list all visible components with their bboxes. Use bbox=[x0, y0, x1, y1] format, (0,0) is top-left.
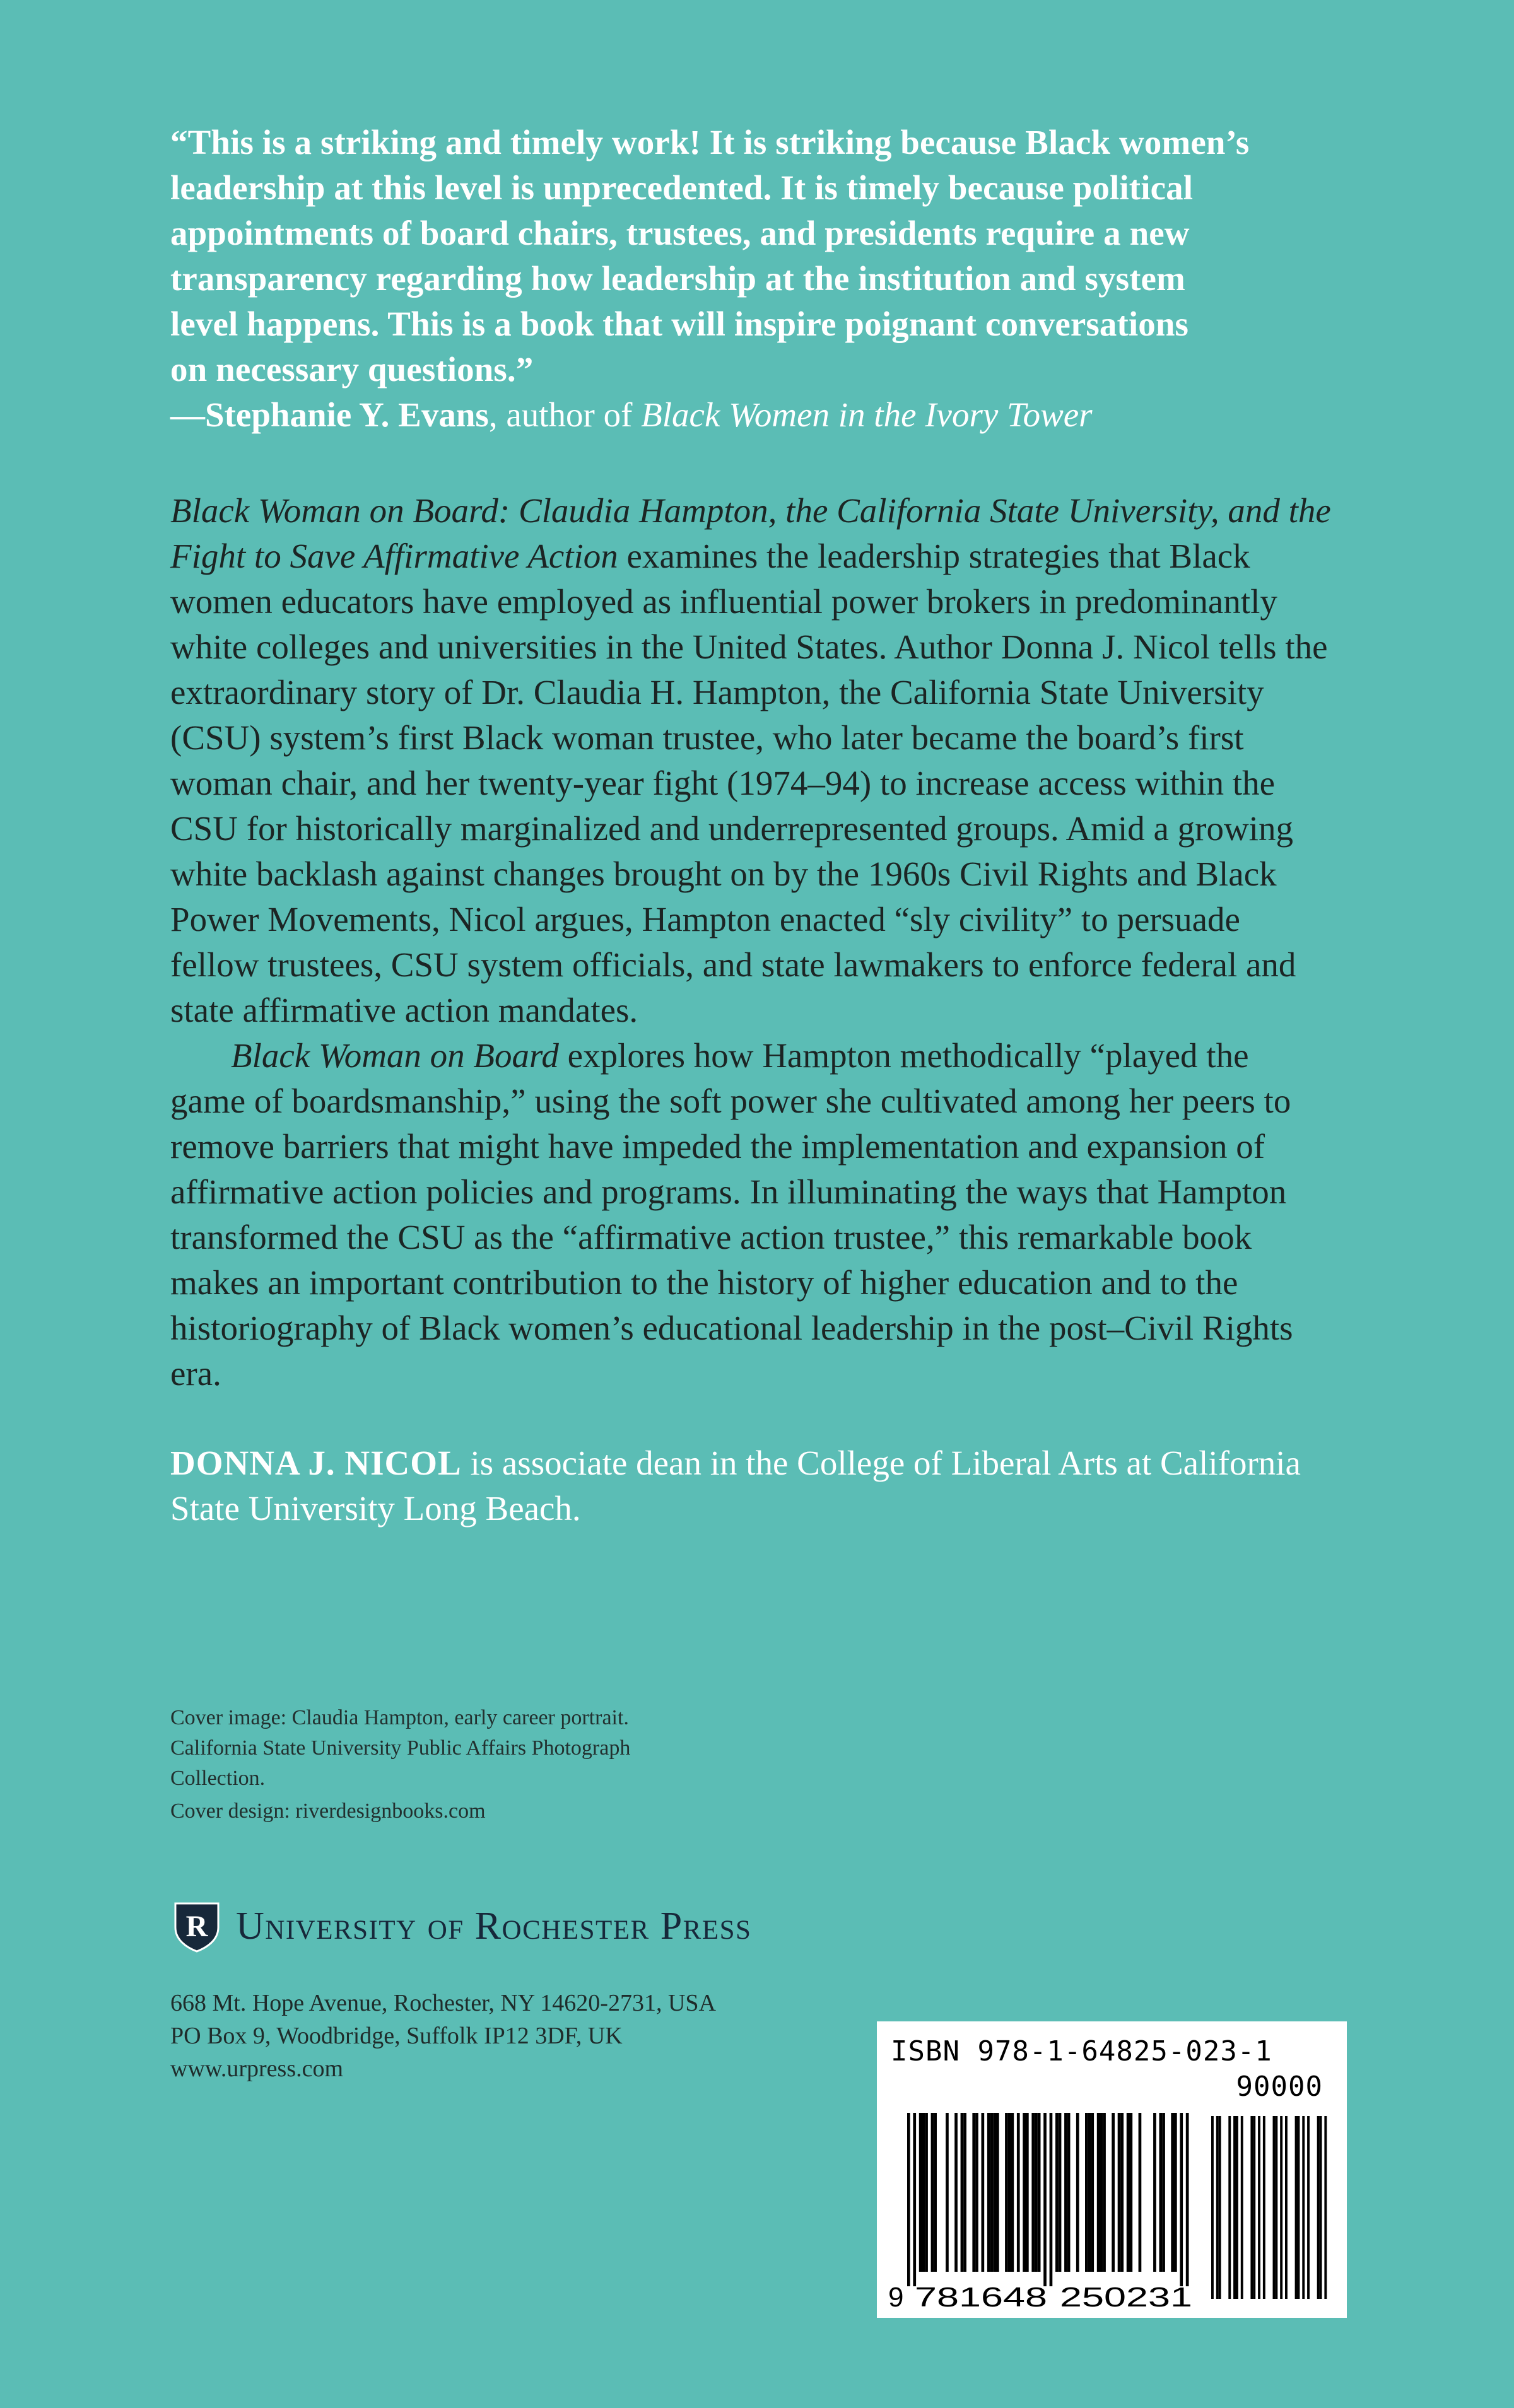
barcode-bar bbox=[1055, 2113, 1059, 2272]
addon-bar bbox=[1320, 2116, 1322, 2299]
barcode-bar bbox=[1118, 2113, 1121, 2272]
blurb-attribution bbox=[170, 392, 1331, 438]
blurb-quote-line: on necessary questions.” bbox=[170, 350, 534, 389]
barcode-bar bbox=[1127, 2113, 1130, 2272]
barcode-bar bbox=[993, 2113, 996, 2272]
barcode-bars bbox=[877, 2021, 1347, 2318]
addon-bar bbox=[1263, 2116, 1265, 2299]
barcode-bar bbox=[1011, 2113, 1014, 2272]
barcode-bar bbox=[1130, 2113, 1133, 2272]
addon-bar bbox=[1258, 2116, 1260, 2299]
addon-bar bbox=[1273, 2116, 1276, 2299]
addon-bar bbox=[1285, 2116, 1288, 2299]
addon-bar bbox=[1307, 2116, 1310, 2299]
cover-image-credit: Cover image: Claudia Hampton, early career portrait. California State University Public Affairs Photograph Collection. bbox=[170, 1706, 631, 1790]
barcode-bar bbox=[1088, 2113, 1091, 2272]
blurb bbox=[170, 120, 1331, 438]
barcode-bar bbox=[1180, 2113, 1183, 2286]
description-paragraph-1 bbox=[170, 488, 1331, 1033]
addon-bar bbox=[1275, 2116, 1277, 2299]
barcode-bar bbox=[946, 2113, 949, 2272]
blurb-quote-line: leadership at this level is unprecedented. It is timely because political bbox=[170, 168, 1194, 207]
barcode-bar bbox=[1064, 2113, 1067, 2272]
addon-bar bbox=[1298, 2116, 1300, 2299]
barcode-bar bbox=[1159, 2113, 1163, 2272]
barcode-bar bbox=[972, 2113, 975, 2272]
barcode-bar bbox=[922, 2113, 925, 2272]
barcode-bar bbox=[990, 2113, 994, 2272]
barcode-bar bbox=[1100, 2113, 1103, 2272]
author-bio-text: is associate dean in the College of Liberal Arts at California State University Long Beach. bbox=[170, 1444, 1301, 1528]
addon-bar bbox=[1250, 2116, 1253, 2299]
barcode-bar bbox=[1162, 2113, 1165, 2272]
attribution-name: —Stephanie Y. Evans bbox=[170, 395, 489, 434]
barcode-bar bbox=[954, 2113, 958, 2272]
addon-bar bbox=[1295, 2116, 1298, 2299]
barcode-bar bbox=[1017, 2113, 1020, 2272]
barcode-bar bbox=[1008, 2113, 1011, 2272]
price-code: 90000 bbox=[1236, 2071, 1323, 2103]
addon-bar bbox=[1219, 2116, 1221, 2299]
description-paragraph-2 bbox=[170, 1033, 1331, 1396]
publisher-addresses bbox=[170, 1987, 716, 2085]
barcode-bar bbox=[1043, 2113, 1047, 2286]
addon-bar bbox=[1236, 2116, 1238, 2299]
description-paragraph-2-body: explores how Hampton methodically “played the game of boardsmanship,” using the soft power she cultivated among her peers to remove barriers that might have impeded the implementation and expansion of affirmative action policies and programs. In illuminating the ways that Hampton transformed the CSU as the “affirmative action trustee,” this remarkable book makes an important contribution to the history of higher education and to the historiography of Black women’s educational leadership in the post–Civil Rights era. bbox=[170, 1036, 1293, 1393]
author-name: DONNA J. NICOL bbox=[170, 1444, 462, 1482]
barcode-bar bbox=[1038, 2113, 1041, 2272]
barcode-bar bbox=[1174, 2113, 1177, 2272]
barcode-bar bbox=[982, 2113, 985, 2272]
barcode-bar bbox=[1139, 2113, 1142, 2272]
main-text-block bbox=[170, 120, 1331, 1531]
barcode-bar bbox=[907, 2113, 910, 2286]
barcode-bar bbox=[1097, 2113, 1100, 2272]
attribution-book-title: Black Women in the Ivory Tower bbox=[641, 395, 1093, 434]
book-full-title: Black Woman on Board: Claudia Hampton, the California State University, and the Fight to Save Affirmative Action bbox=[170, 491, 1331, 575]
barcode-bar bbox=[961, 2113, 964, 2272]
addon-bars bbox=[1211, 2116, 1327, 2299]
barcode-bar bbox=[913, 2113, 916, 2286]
barcode-bar bbox=[1091, 2113, 1094, 2272]
barcode-bar bbox=[919, 2113, 922, 2272]
addon-bar bbox=[1253, 2116, 1255, 2299]
ean-right-digits: 250231 bbox=[1060, 2282, 1192, 2313]
barcode-bar bbox=[1171, 2113, 1174, 2272]
barcode-bar bbox=[1005, 2113, 1008, 2272]
barcode-bar bbox=[996, 2113, 999, 2272]
barcode-bar bbox=[931, 2113, 934, 2272]
addon-bar bbox=[1324, 2116, 1327, 2299]
isbn-barcode bbox=[877, 2021, 1347, 2318]
addon-bar bbox=[1302, 2116, 1305, 2299]
book-short-title: Black Woman on Board bbox=[231, 1036, 559, 1075]
ean-first-digit: 9 bbox=[888, 2282, 904, 2313]
barcode-bar bbox=[1120, 2113, 1124, 2272]
addon-bar bbox=[1216, 2116, 1219, 2299]
barcode-bar bbox=[963, 2113, 966, 2272]
description-paragraph-1-body: examines the leadership strategies that Black women educators have employed as influential power brokers in predominantly white colleges and universities in the United States. Author Donna J. Nicol tells the extraordinary story of Dr. Claudia H. Hampton, the California State University (CSU) system’s first Black woman trustee, who later became the board’s first woman chair, and her twenty-year fight (1974–94) to increase access within the CSU for historically marginalized and underrepresented groups. Amid a growing white backlash against changes brought on by the 1960s Civil Rights and Black Power Movements, Nicol argues, Hampton enacted “sly civility” to persuade fellow trustees, CSU system officials, and state lawmakers to enforce federal and state affirmative action mandates. bbox=[170, 537, 1328, 1029]
blurb-quote-line: “This is a striking and timely work! It is striking because Black women’s bbox=[170, 123, 1250, 161]
barcode-bar bbox=[1076, 2113, 1079, 2272]
addon-bar bbox=[1280, 2116, 1282, 2299]
addon-bar bbox=[1211, 2116, 1214, 2299]
publisher-logo-line bbox=[170, 1900, 751, 1953]
barcode-bar bbox=[1067, 2113, 1071, 2272]
cover-credits bbox=[170, 1703, 688, 1826]
addon-bar bbox=[1317, 2116, 1320, 2299]
barcode-bar bbox=[1031, 2113, 1035, 2272]
blurb-quote-line: level happens. This is a book that will inspire poignant conversations bbox=[170, 305, 1189, 343]
isbn-label: ISBN 978-1-64825-023-1 bbox=[891, 2035, 1272, 2067]
addon-bar bbox=[1241, 2116, 1243, 2299]
barcode-bar bbox=[1059, 2113, 1062, 2272]
ean-bars bbox=[907, 2113, 1189, 2286]
barcode-bar bbox=[1035, 2113, 1038, 2272]
barcode-bar bbox=[975, 2113, 978, 2272]
barcode-bar bbox=[1026, 2113, 1029, 2272]
barcode-bar bbox=[1103, 2113, 1106, 2272]
blurb-quote-line: transparency regarding how leadership at the institution and system bbox=[170, 259, 1185, 298]
author-bio bbox=[170, 1441, 1331, 1531]
barcode-bar bbox=[1153, 2113, 1156, 2272]
book-description bbox=[170, 488, 1331, 1396]
shield-logo-icon bbox=[170, 1900, 223, 1953]
ean-left-digits: 781648 bbox=[915, 2282, 1047, 2313]
address-line: PO Box 9, Woodbridge, Suffolk IP12 3DF, UK bbox=[170, 2023, 623, 2049]
barcode-bar bbox=[1085, 2113, 1088, 2272]
attribution-connector: , author of bbox=[488, 395, 642, 434]
barcode-bar bbox=[934, 2113, 937, 2272]
blurb-quote-line: appointments of board chairs, trustees, and presidents require a new bbox=[170, 214, 1190, 252]
barcode-bar bbox=[1186, 2113, 1189, 2286]
barcode-bar bbox=[1023, 2113, 1026, 2272]
address-line: 668 Mt. Hope Avenue, Rochester, NY 14620-2731, USA bbox=[170, 1990, 716, 2016]
cover-design-credit: Cover design: riverdesignbooks.com bbox=[170, 1799, 486, 1823]
addon-bar bbox=[1228, 2116, 1231, 2299]
shield-letter: R bbox=[185, 1910, 208, 1943]
publisher-name: University of Rochester Press bbox=[236, 1904, 752, 1948]
publisher-website: www.urpress.com bbox=[170, 2055, 344, 2082]
barcode-bar bbox=[987, 2113, 990, 2272]
addon-bar bbox=[1233, 2116, 1236, 2299]
barcode-bar bbox=[1050, 2113, 1053, 2286]
barcode-bar bbox=[925, 2113, 928, 2272]
barcode-bar bbox=[1112, 2113, 1115, 2272]
